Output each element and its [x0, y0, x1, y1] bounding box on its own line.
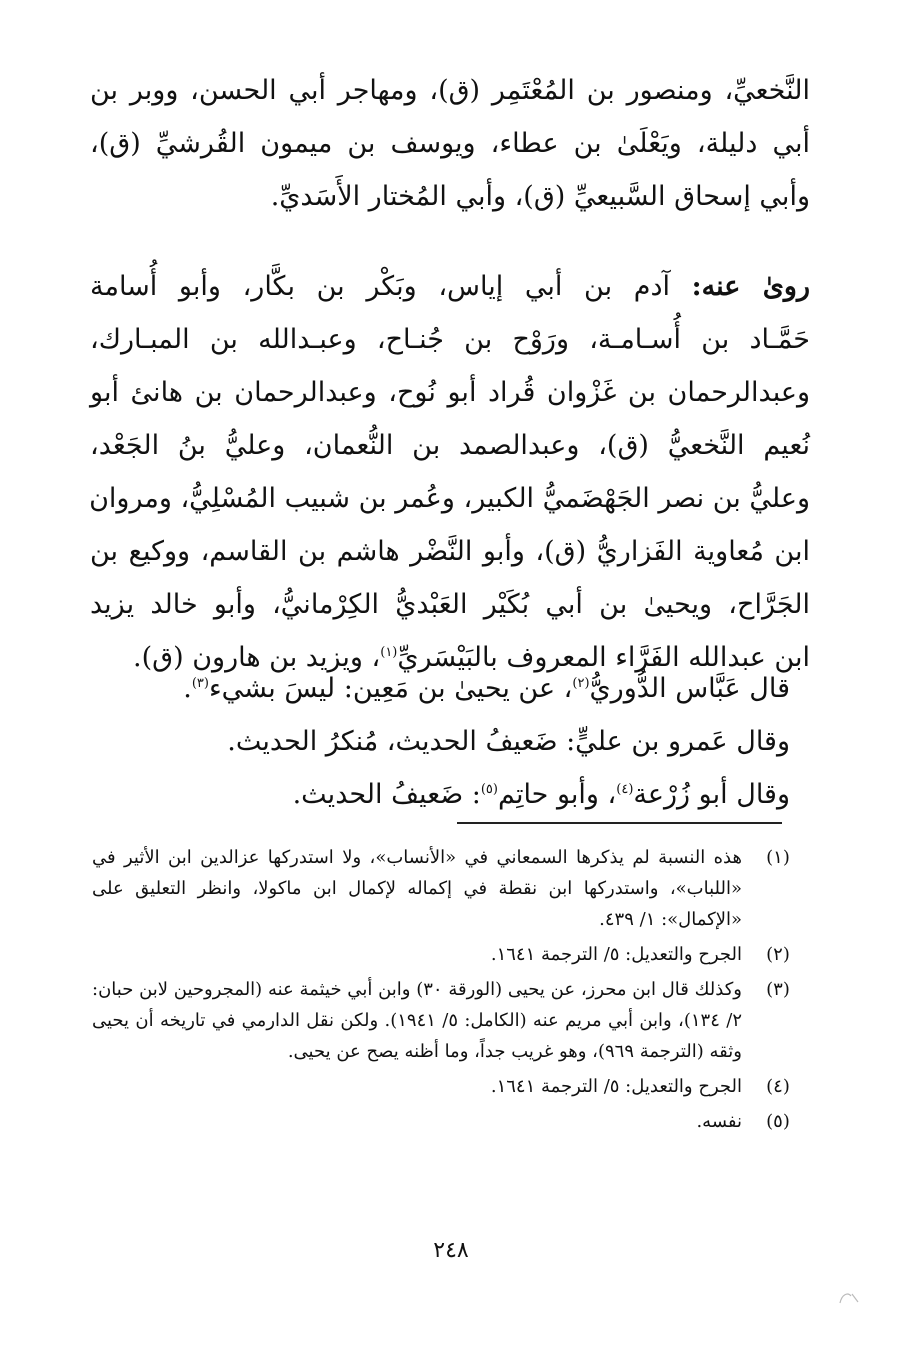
text-line	[90, 260, 810, 313]
text-line: وأبي إسحاق السَّبيعيِّ (ق)، وأبي المُختار الأَسَديِّ.	[270, 181, 810, 212]
footnote-ref: (٢)	[572, 676, 590, 691]
footnote-text: نفسه.	[696, 1111, 742, 1132]
footnote	[92, 974, 792, 1067]
footnote-text: الجرح والتعديل: ٥/ الترجمة ١٦٤١.	[490, 1076, 742, 1097]
footnote-number: (٢)	[766, 944, 790, 965]
footnote-number: (٤)	[766, 1076, 790, 1097]
footnote-text: هذه النسبة لم يذكرها السمعاني في «الأنساب»، ولا استدركها عزالدين ابن الأثير في «اللباب»، واستدركها ابن نقطة في إكماله لإكمال ابن ماكولا، وانظر التعليق على «الإكمال»: ١/ ٤٣٩.	[92, 847, 742, 930]
scan-mark-icon	[838, 1290, 860, 1306]
footnote-ref: (١)	[380, 645, 398, 660]
text-line: وعليُّ بن نصر الجَهْضَميُّ الكبير، وعُمر بن شبيب المُسْلِيُّ، ومروان	[89, 483, 810, 514]
footnote-number: (١)	[766, 847, 790, 868]
text-fragment: .	[183, 673, 192, 704]
criticism-paragraph	[90, 662, 810, 821]
text-fragment: وقال أبو زُرْعة	[633, 779, 790, 810]
narrated-from-him-paragraph	[90, 260, 810, 684]
footnote-separator	[457, 822, 782, 824]
text-fragment: ، ويزيد بن هارون (ق).	[133, 642, 381, 673]
footnote-number: (٥)	[766, 1111, 790, 1132]
text-fragment: آدم بن أبي إياس، وبَكْر بن بكَّار، وأبو أُسامة	[90, 271, 692, 302]
text-fragment: قال عَبَّاس الدُّوريُّ	[589, 673, 790, 704]
text-line: ابن مُعاوية الفَزاريُّ (ق)، وأبو النَّضْر هاشم بن القاسم، ووكيع بن	[90, 536, 810, 567]
text-fragment: : ضَعيفُ الحديث.	[292, 779, 481, 810]
text-line: وعبدالرحمان بن غَزْوان قُراد أبو نُوح، وعبدالرحمان بن هانئ أبو	[90, 377, 810, 408]
footnote-ref: (٥)	[480, 782, 498, 797]
text-line: نُعيم النَّخعيُّ (ق)، وعبدالصمد بن النُّعمان، وعليُّ بنُ الجَعْد،	[90, 430, 810, 461]
footnote-ref: (٤)	[616, 782, 634, 797]
text-fragment: ، وأبو حاتِم	[497, 779, 617, 810]
footnote-number: (٣)	[766, 979, 790, 1000]
footnote-text: وكذلك قال ابن محرز، عن يحيى (الورقة ٣٠) وابن أبي خيثمة عنه (المجروحين لابن حبان: ٢/ ١٣٤)، وابن أبي مريم عنه (الكامل: ٥/ ١٩٤١). ولكن نقل الدارمي في تاريخه أن يحيى وثقه (الترجمة ٩٦٩)، وهو غريب جداً، وما أظنه يصح عن يحيى.	[92, 979, 742, 1062]
footnote	[92, 1071, 792, 1102]
text-line: حَمَّـاد بن أُسـامـة، ورَوْح بن جُنـاح، وعبـدالله بن المبـارك،	[90, 324, 810, 355]
text-line: الجَرَّاح، ويحيىٰ بن أبي بُكَيْر العَبْديُّ الكِرْمانيُّ، وأبو خالد يزيد	[90, 589, 810, 620]
narrators-from-paragraph	[90, 64, 810, 223]
section-heading: روىٰ عنه:	[691, 271, 810, 302]
text-line	[90, 662, 810, 715]
footnote	[92, 842, 792, 935]
footnote-ref: (٣)	[191, 676, 209, 691]
text-line: أبي دليلة، ويَعْلَىٰ بن عطاء، ويوسف بن ميمون القُرشيِّ (ق)،	[90, 128, 810, 159]
footnote	[92, 1106, 792, 1137]
text-line: وقال عَمرو بن عليٍّ: ضَعيفُ الحديث، مُنكرُ الحديث.	[227, 726, 790, 757]
text-line: النَّخعيِّ، ومنصور بن المُعْتَمِر (ق)، ومهاجر أبي الحسن، ووبر بن	[90, 75, 810, 106]
footnotes	[92, 842, 792, 1141]
text-fragment: ، عن يحيىٰ بن مَعِين: ليسَ بشيء	[208, 673, 573, 704]
text-fragment: ابن عبدالله الفَرَّاء المعروف بالبَيْسَريِّ	[397, 642, 810, 673]
footnote	[92, 939, 792, 970]
page-number: ٢٤٨	[433, 1238, 469, 1263]
footnote-text: الجرح والتعديل: ٥/ الترجمة ١٦٤١.	[490, 944, 742, 965]
text-line	[90, 768, 810, 821]
